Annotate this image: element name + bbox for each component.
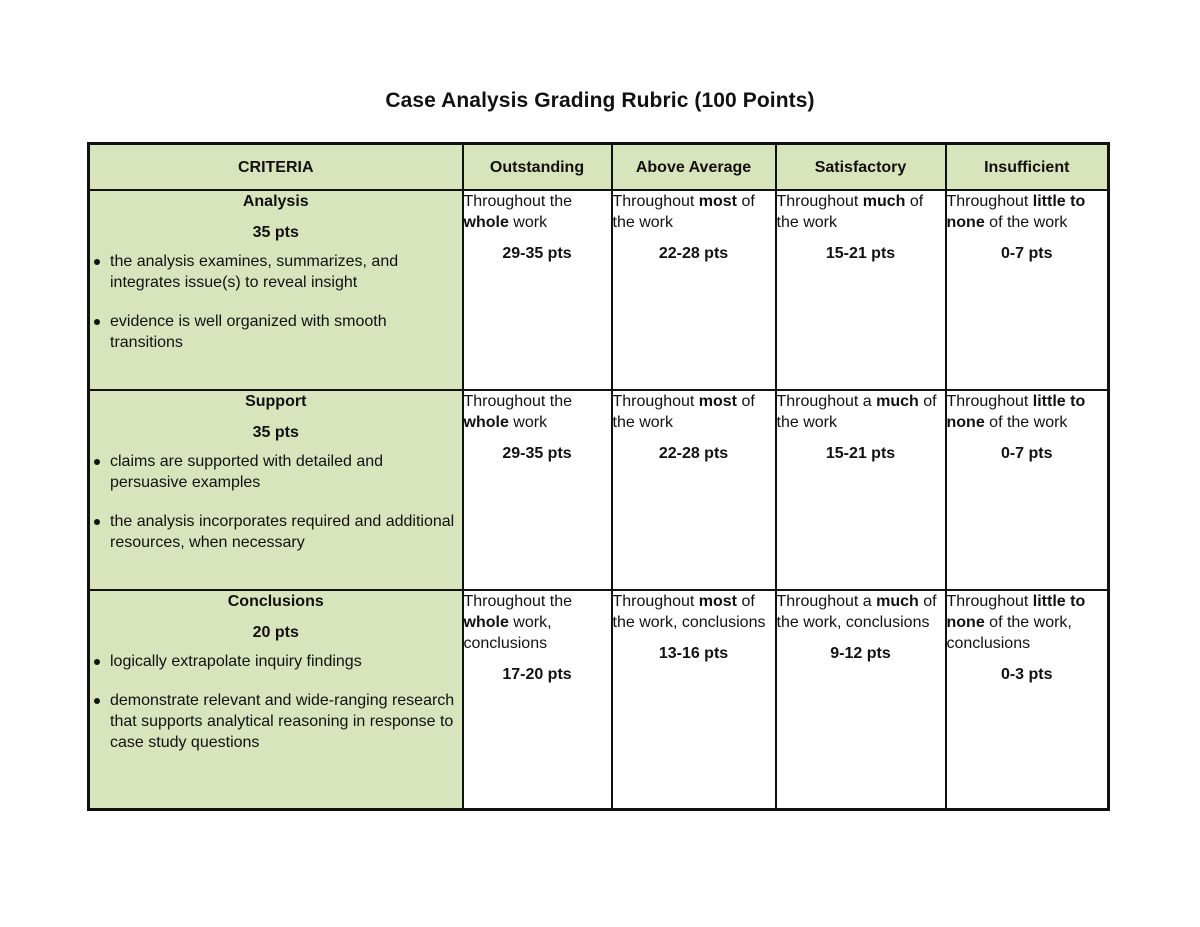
level-cell-above-average: [612, 590, 776, 809]
criteria-name: Support: [245, 393, 307, 410]
level-description: Throughout a much of the work: [776, 393, 937, 431]
criteria-points: 35 pts: [252, 424, 299, 441]
level-points: 22-28 pts: [658, 445, 729, 462]
criteria-bullet-list: [90, 651, 462, 753]
criteria-bullet: logically extrapolate inquiry findings: [90, 651, 462, 672]
criteria-bullet: evidence is well organized with smooth transitions: [90, 311, 462, 353]
level-cell-outstanding: [463, 590, 612, 809]
criteria-bullet: demonstrate relevant and wide-ranging research that supports analytical reasoning in response to case study questions: [90, 690, 462, 753]
rubric-table: [87, 142, 1110, 811]
level-points: 0-3 pts: [1000, 666, 1053, 683]
level-points: 15-21 pts: [825, 445, 896, 462]
level-cell-above-average: [612, 190, 776, 390]
level-cell-satisfactory: [776, 590, 946, 809]
level-cell-insufficient: [946, 190, 1109, 390]
level-points: 29-35 pts: [502, 245, 572, 262]
header-outstanding: Outstanding: [463, 144, 612, 191]
header-insufficient: Insufficient: [946, 144, 1109, 191]
criteria-cell: [89, 590, 463, 809]
criteria-bullet: the analysis examines, summarizes, and integrates issue(s) to reveal insight: [90, 251, 462, 293]
level-points: 15-21 pts: [825, 245, 896, 262]
level-description: Throughout the whole work, conclusions: [463, 593, 573, 652]
level-cell-insufficient: [946, 390, 1109, 590]
criteria-name: Analysis: [242, 193, 309, 210]
level-description: Throughout most of the work: [612, 393, 755, 431]
criteria-bullet-list: [90, 251, 462, 353]
table-row: [89, 590, 1109, 809]
page-title: Case Analysis Grading Rubric (100 Points): [385, 89, 815, 112]
level-points: 22-28 pts: [658, 245, 729, 262]
criteria-bullet: claims are supported with detailed and persuasive examples: [90, 451, 462, 493]
level-description: Throughout most of the work: [612, 193, 755, 231]
level-description: Throughout most of the work, conclusions: [612, 593, 766, 631]
level-points: 0-7 pts: [1000, 445, 1053, 462]
level-description: Throughout much of the work: [776, 193, 924, 231]
level-description: Throughout little to none of the work: [946, 193, 1086, 231]
criteria-bullet: the analysis incorporates required and additional resources, when necessary: [90, 511, 462, 553]
criteria-points: 35 pts: [252, 224, 299, 241]
level-points: 13-16 pts: [658, 645, 729, 662]
header-criteria: CRITERIA: [89, 144, 463, 191]
level-cell-insufficient: [946, 590, 1109, 809]
level-points: 0-7 pts: [1000, 245, 1053, 262]
level-points: 9-12 pts: [830, 645, 891, 662]
criteria-cell: [89, 190, 463, 390]
header-above-average: Above Average: [612, 144, 776, 191]
level-description: Throughout the whole work: [463, 393, 573, 431]
table-row: [89, 190, 1109, 390]
level-cell-satisfactory: [776, 390, 946, 590]
table-row: [89, 390, 1109, 590]
level-cell-satisfactory: [776, 190, 946, 390]
criteria-bullet-list: [90, 451, 462, 553]
level-cell-above-average: [612, 390, 776, 590]
criteria-points: 20 pts: [252, 624, 299, 641]
header-row: [89, 144, 1109, 191]
level-points: 29-35 pts: [502, 445, 572, 462]
level-description: Throughout little to none of the work: [946, 393, 1086, 431]
level-description: Throughout a much of the work, conclusions: [776, 593, 937, 631]
level-cell-outstanding: [463, 190, 612, 390]
criteria-name: Conclusions: [227, 593, 324, 610]
level-description: Throughout the whole work: [463, 193, 573, 231]
header-satisfactory: Satisfactory: [776, 144, 946, 191]
level-description: Throughout little to none of the work, conclusions: [946, 593, 1086, 652]
criteria-cell: [89, 390, 463, 590]
level-points: 17-20 pts: [502, 666, 572, 683]
level-cell-outstanding: [463, 390, 612, 590]
